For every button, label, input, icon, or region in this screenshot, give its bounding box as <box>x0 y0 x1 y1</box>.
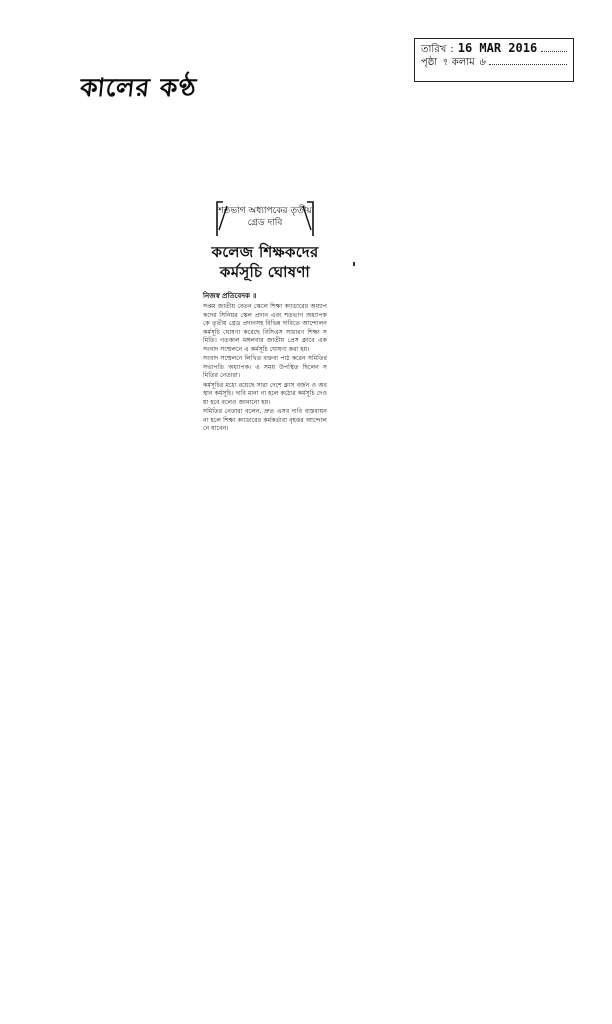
article-dateline: নিজস্ব প্রতিবেদক ॥ <box>203 292 257 300</box>
kicker-frame <box>215 200 315 240</box>
article-paragraph: সপ্তম জাতীয় বেতন স্কেলে শিক্ষা ক্যাডারের অধ্যাপকদের সিনিয়র স্কেল প্রদান এবং শতভাগ অধ্যাপককে তৃতীয় গ্রেড প্রদানসহ বিভিন্ন দাবিতে আন্দোলন কর্মসূচি ঘোষণা করেছে বিসিএস সাধারণ শিক্ষা সমিতি। গতকাল মঙ্গলবার জাতীয় প্রেস ক্লাবে এক সংবাদ সম্মেলনে এ কর্মসূচি ঘোষণা করা হয়। <box>203 303 327 353</box>
newspaper-masthead: কালের কণ্ঠ <box>78 73 199 102</box>
stamp-date-row: তারিখ : 16 MAR 2016 <box>421 42 567 56</box>
stamp-date-value: 16 MAR 2016 <box>457 41 538 55</box>
article-headline: কলেজ শিক্ষকদের কর্মসূচি ঘোষণা <box>211 243 319 281</box>
stamp-column-label: কলাম <box>451 57 475 68</box>
date-stamp <box>414 38 574 82</box>
stamp-column-value: ৬ <box>478 57 486 68</box>
stamp-page-label: পৃষ্ঠা <box>421 57 438 68</box>
stamp-dotted-line <box>489 56 567 65</box>
stamp-page-value: ৭ <box>441 57 448 68</box>
article-paragraph: সংবাদ সম্মেলনে লিখিত বক্তব্য পাঠ করেন সমিতির সভাপতি অধ্যাপক। এ সময় উপস্থিত ছিলেন সমিতির নেতারা। <box>203 355 327 379</box>
stamp-dotted-line <box>541 43 567 52</box>
article-body <box>203 303 327 434</box>
news-clipping <box>203 200 327 435</box>
stamp-page-row <box>421 56 567 69</box>
article-kicker: শতভাগ অধ্যাপকের তৃতীয় গ্রেড দাবি <box>218 206 312 228</box>
article-paragraph: সমিতির নেতারা বলেন, দ্রুত এসব দাবি বাস্তবায়ন না হলে শিক্ষা ক্যাডারের কর্মকর্তারা বৃহত্তর আন্দোলনে যাবেন। <box>203 408 327 432</box>
article-paragraph: কর্মসূচির মধ্যে রয়েছে সারা দেশে ক্লাস বর্জন ও অবস্থান কর্মসূচি। দাবি মানা না হলে কঠোর কর্মসূচি দেওয়া হবে বলেও জানানো হয়। <box>203 381 327 406</box>
stamp-date-label: তারিখ <box>421 44 447 55</box>
scan-speck <box>353 262 355 266</box>
